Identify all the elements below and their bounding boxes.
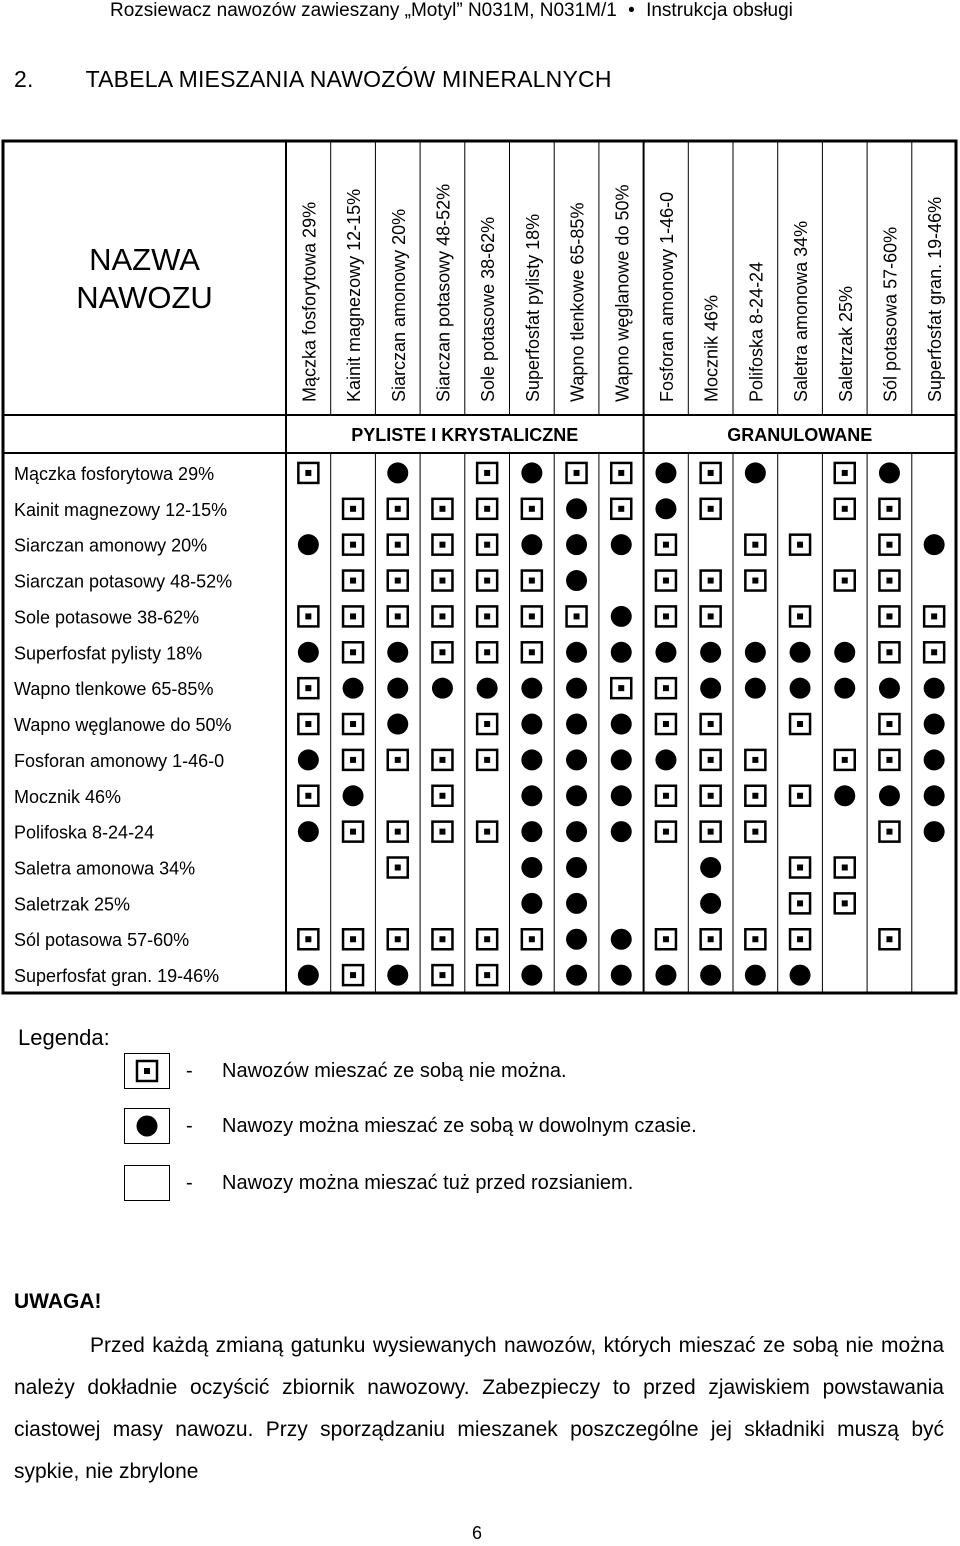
compatible-dot	[611, 714, 632, 735]
column-header: Kainit magnezowy 12-15%	[344, 188, 365, 402]
incompatible-square-center	[484, 972, 490, 978]
column-header: Fosforan amonowy 1-46-0	[656, 191, 677, 402]
compatible-dot	[521, 821, 542, 842]
incompatible-square-center	[797, 721, 803, 727]
column-header: Sól potasowa 57-60%	[880, 226, 901, 402]
compatible-dot	[343, 785, 364, 806]
incompatible-square-center	[350, 613, 356, 619]
compatible-dot	[745, 642, 766, 663]
incompatible-square-center	[618, 685, 624, 691]
compatible-dot	[924, 534, 945, 555]
column-header: Mocznik 46%	[701, 294, 722, 402]
legend-description: Nawozów mieszać ze sobą nie można.	[222, 1060, 567, 1082]
incompatible-square-center	[484, 721, 490, 727]
row-label: Siarczan amonowy 20%	[14, 535, 208, 556]
column-header: Polifoska 8-24-24	[746, 261, 767, 402]
incompatible-square-center	[663, 793, 669, 799]
incompatible-square-center	[708, 506, 714, 512]
column-header: Superfosfat pylisty 18%	[522, 213, 543, 402]
incompatible-square-center	[752, 757, 758, 763]
incompatible-square-center	[395, 936, 401, 942]
column-header: Wapno węglanowe do 50%	[612, 184, 633, 402]
compatible-dot	[655, 749, 676, 770]
incompatible-square-center	[439, 829, 445, 835]
compatible-dot	[566, 965, 587, 986]
compatible-dot	[745, 678, 766, 699]
incompatible-square-center	[529, 613, 535, 619]
compatible-dot	[298, 642, 319, 663]
incompatible-square-center	[350, 757, 356, 763]
incompatible-square-center	[395, 865, 401, 871]
incompatible-square-center	[484, 757, 490, 763]
incompatible-square-center	[886, 542, 892, 548]
incompatible-square-center	[842, 506, 848, 512]
compatible-dot	[566, 785, 587, 806]
compatible-dot	[521, 857, 542, 878]
compatible-dot	[298, 749, 319, 770]
incompatible-square-center	[305, 613, 311, 619]
incompatible-square-center	[618, 470, 624, 476]
incompatible-square-center	[708, 721, 714, 727]
incompatible-square-center	[797, 865, 803, 871]
compatible-dot	[834, 678, 855, 699]
incompatible-square-center	[752, 829, 758, 835]
incompatible-square-center	[395, 757, 401, 763]
incompatible-square-center	[663, 721, 669, 727]
incompatible-square-center	[842, 470, 848, 476]
incompatible-square-center	[305, 470, 311, 476]
incompatible-square-center	[574, 613, 580, 619]
incompatible-square-center	[529, 506, 535, 512]
incompatible-square-center	[305, 936, 311, 942]
compatible-dot	[477, 678, 498, 699]
compatible-dot	[745, 462, 766, 483]
compatible-dot	[790, 965, 811, 986]
incompatible-square-center	[663, 936, 669, 942]
incompatible-square-center	[350, 721, 356, 727]
incompatible-square-center	[574, 470, 580, 476]
compatible-dot	[566, 714, 587, 735]
incompatible-square-center	[350, 972, 356, 978]
compatible-dot	[566, 821, 587, 842]
incompatible-square-center	[752, 578, 758, 584]
incompatible-square-center	[752, 542, 758, 548]
compatible-dot	[924, 821, 945, 842]
compatible-dot	[521, 893, 542, 914]
compatible-dot	[924, 678, 945, 699]
incompatible-square-center	[842, 757, 848, 763]
incompatible-square-center	[797, 793, 803, 799]
compatible-dot	[432, 678, 453, 699]
compatible-dot	[611, 749, 632, 770]
incompatible-square-center	[618, 506, 624, 512]
compatible-dot	[298, 965, 319, 986]
row-label: Superfosfat gran. 19-46%	[14, 966, 220, 987]
row-label: Fosforan amonowy 1-46-0	[14, 750, 225, 771]
compatible-dot	[611, 965, 632, 986]
incompatible-square-center	[797, 900, 803, 906]
compatible-dot	[521, 534, 542, 555]
incompatible-square-center	[305, 685, 311, 691]
incompatible-square-center	[484, 578, 490, 584]
compatible-dot	[611, 606, 632, 627]
legend-symbol-square	[124, 1053, 170, 1089]
column-header: Saletra amonowa 34%	[791, 220, 812, 402]
row-label: Mączka fosforytowa 29%	[14, 463, 215, 484]
compatible-dot	[790, 642, 811, 663]
incompatible-square-center	[663, 542, 669, 548]
incompatible-square-center	[842, 578, 848, 584]
incompatible-square-center	[350, 542, 356, 548]
row-label: Superfosfat pylisty 18%	[14, 643, 203, 664]
incompatible-square-center	[484, 470, 490, 476]
incompatible-square-center	[350, 506, 356, 512]
incompatible-square-center	[886, 757, 892, 763]
incompatible-square-center	[886, 613, 892, 619]
compatible-dot	[387, 965, 408, 986]
incompatible-square-center	[439, 649, 445, 655]
compatible-dot	[834, 642, 855, 663]
incompatible-square-center	[395, 829, 401, 835]
incompatible-square-center	[484, 506, 490, 512]
compatible-dot	[700, 965, 721, 986]
incompatible-square-center	[439, 972, 445, 978]
incompatible-square-center	[708, 613, 714, 619]
incompatible-square-center	[350, 649, 356, 655]
column-header: Wapno tlenkowe 65-85%	[567, 202, 588, 402]
incompatible-square-center	[305, 721, 311, 727]
legend-label: Legenda:	[18, 1025, 110, 1050]
row-label: Polifoska 8-24-24	[14, 822, 155, 843]
incompatible-square-center	[439, 936, 445, 942]
legend-text	[186, 1172, 633, 1195]
incompatible-square-center	[886, 829, 892, 835]
compatible-dot	[611, 821, 632, 842]
column-header: Sole potasowe 38-62%	[478, 216, 499, 402]
incompatible-square-center	[797, 936, 803, 942]
legend-dash: -	[186, 1115, 193, 1137]
legend-dash: -	[186, 1172, 193, 1194]
incompatible-square-center	[708, 829, 714, 835]
incompatible-square-center	[842, 865, 848, 871]
incompatible-square-center	[484, 829, 490, 835]
compatible-dot	[566, 749, 587, 770]
column-header: Superfosfat gran. 19-46%	[925, 196, 946, 402]
incompatible-square-center	[663, 578, 669, 584]
incompatible-square-center	[797, 613, 803, 619]
compatible-dot	[700, 857, 721, 878]
column-header: Mączka fosforytowa 29%	[299, 201, 320, 402]
column-header: Siarczan amonowy 20%	[388, 208, 409, 402]
compatible-dot	[879, 678, 900, 699]
compatible-dot	[790, 678, 811, 699]
compatible-dot	[387, 714, 408, 735]
compatible-dot	[566, 498, 587, 519]
compatible-dot	[700, 642, 721, 663]
row-label: Wapno węglanowe do 50%	[14, 715, 232, 736]
compatible-dot	[700, 678, 721, 699]
incompatible-square-center	[886, 506, 892, 512]
header-subtitle: Instrukcja obsługi	[646, 0, 793, 21]
incompatible-square-center	[886, 649, 892, 655]
incompatible-square-center	[439, 757, 445, 763]
compatible-dot	[343, 678, 364, 699]
incompatible-square-center	[395, 542, 401, 548]
incompatible-square-center	[886, 936, 892, 942]
compatible-dot	[879, 462, 900, 483]
compatible-dot	[700, 893, 721, 914]
compatible-dot	[745, 965, 766, 986]
compatible-dot	[611, 642, 632, 663]
incompatible-square-center	[931, 649, 937, 655]
incompatible-square-center	[752, 936, 758, 942]
compatible-dot	[655, 498, 676, 519]
group-label-pyliste: PYLISTE I KRYSTALICZNE	[351, 425, 579, 445]
compatible-dot	[879, 785, 900, 806]
incompatible-square-center	[663, 613, 669, 619]
incompatible-square-center	[708, 757, 714, 763]
incompatible-square-center	[395, 613, 401, 619]
incompatible-square-center	[663, 685, 669, 691]
row-label: Sole potasowe 38-62%	[14, 607, 200, 628]
legend-dash: -	[186, 1060, 193, 1082]
legend-text	[186, 1060, 567, 1083]
name-header-line1: NAZWA	[89, 242, 200, 277]
incompatible-square-center	[886, 578, 892, 584]
incompatible-square-center	[797, 542, 803, 548]
compatible-dot	[924, 749, 945, 770]
row-label: Mocznik 46%	[14, 786, 122, 807]
compatible-dot	[924, 785, 945, 806]
page-number: 6	[472, 1523, 483, 1543]
compatible-dot	[566, 857, 587, 878]
legend-symbol-circle	[124, 1108, 170, 1144]
incompatible-square-center	[395, 578, 401, 584]
compatible-dot	[521, 785, 542, 806]
compatible-dot	[521, 678, 542, 699]
incompatible-square-center	[708, 578, 714, 584]
incompatible-square-center	[484, 542, 490, 548]
compatible-dot	[521, 714, 542, 735]
compatible-dot	[655, 462, 676, 483]
group-label-granulowane: GRANULOWANE	[727, 425, 873, 445]
compatible-dot	[611, 534, 632, 555]
name-header-line2: NAWOZU	[76, 280, 213, 315]
compatible-dot	[298, 534, 319, 555]
row-label: Sól potasowa 57-60%	[14, 930, 190, 951]
row-label: Kainit magnezowy 12-15%	[14, 499, 228, 520]
compatible-dot	[521, 965, 542, 986]
incompatible-square-center	[439, 506, 445, 512]
incompatible-square-center	[708, 793, 714, 799]
incompatible-square-center	[350, 829, 356, 835]
incompatible-square-center	[529, 936, 535, 942]
row-label: Saletrzak 25%	[14, 894, 131, 915]
header-title: Rozsiewacz nawozów zawieszany „Motyl” N031M, N031M/1	[110, 0, 617, 21]
legend-symbol-empty	[124, 1165, 170, 1201]
row-label: Saletra amonowa 34%	[14, 858, 196, 879]
legend-description: Nawozy można mieszać ze sobą w dowolnym czasie.	[222, 1115, 697, 1137]
legend-text	[186, 1115, 697, 1138]
incompatible-square-center	[484, 649, 490, 655]
compatible-dot	[655, 965, 676, 986]
incompatible-square-center	[708, 470, 714, 476]
compatible-dot	[387, 678, 408, 699]
compatible-dot	[655, 642, 676, 663]
compatible-dot	[566, 929, 587, 950]
incompatible-square-center	[484, 936, 490, 942]
compatible-dot	[521, 749, 542, 770]
compatible-dot	[611, 785, 632, 806]
compatible-dot	[834, 785, 855, 806]
compatible-dot	[387, 462, 408, 483]
incompatible-square-center	[752, 793, 758, 799]
compatible-dot	[566, 570, 587, 591]
compatible-dot	[566, 893, 587, 914]
incompatible-square-center	[439, 793, 445, 799]
compatible-dot	[611, 929, 632, 950]
warning-text: Przed każdą zmianą gatunku wysiewanych nawozów, których mieszać ze sobą nie można należy dokładnie oczyścić zbiornik nawozowy. Zabezpieczy to przed zjawiskiem powstawania ciastowej masy nawozu. Przy sporządzaniu mieszanek poszczególne jej składniki muszą być sypkie, nie zbrylone	[14, 1334, 944, 1483]
incompatible-square-center	[439, 542, 445, 548]
row-label: Wapno tlenkowe 65-85%	[14, 679, 214, 700]
incompatible-square-center	[350, 936, 356, 942]
incompatible-square-center	[529, 578, 535, 584]
compatible-dot	[924, 714, 945, 735]
incompatible-square-center	[484, 613, 490, 619]
incompatible-square-center	[708, 936, 714, 942]
compatible-dot	[387, 642, 408, 663]
incompatible-square-center	[305, 793, 311, 799]
section-number: 2.	[14, 66, 34, 92]
incompatible-square-center	[350, 578, 356, 584]
column-header: Siarczan potasowy 48-52%	[433, 183, 454, 402]
compatible-dot	[566, 678, 587, 699]
section-title-text: TABELA MIESZANIA NAWOZÓW MINERALNYCH	[85, 66, 612, 92]
compatible-dot	[566, 534, 587, 555]
compatible-dot	[298, 821, 319, 842]
column-header: Saletrzak 25%	[835, 285, 856, 402]
compatible-dot	[521, 462, 542, 483]
incompatible-square-center	[395, 506, 401, 512]
warning-title: UWAGA!	[14, 1290, 102, 1313]
incompatible-square-center	[931, 613, 937, 619]
incompatible-square-center	[663, 829, 669, 835]
row-label: Siarczan potasowy 48-52%	[14, 571, 233, 592]
incompatible-square-center	[439, 578, 445, 584]
incompatible-square-center	[886, 721, 892, 727]
header-bullet: •	[628, 0, 635, 21]
compatible-dot	[566, 642, 587, 663]
incompatible-square-center	[842, 900, 848, 906]
legend-description: Nawozy można mieszać tuż przed rozsianiem.	[222, 1172, 634, 1194]
incompatible-square-center	[439, 613, 445, 619]
incompatible-square-center	[529, 649, 535, 655]
